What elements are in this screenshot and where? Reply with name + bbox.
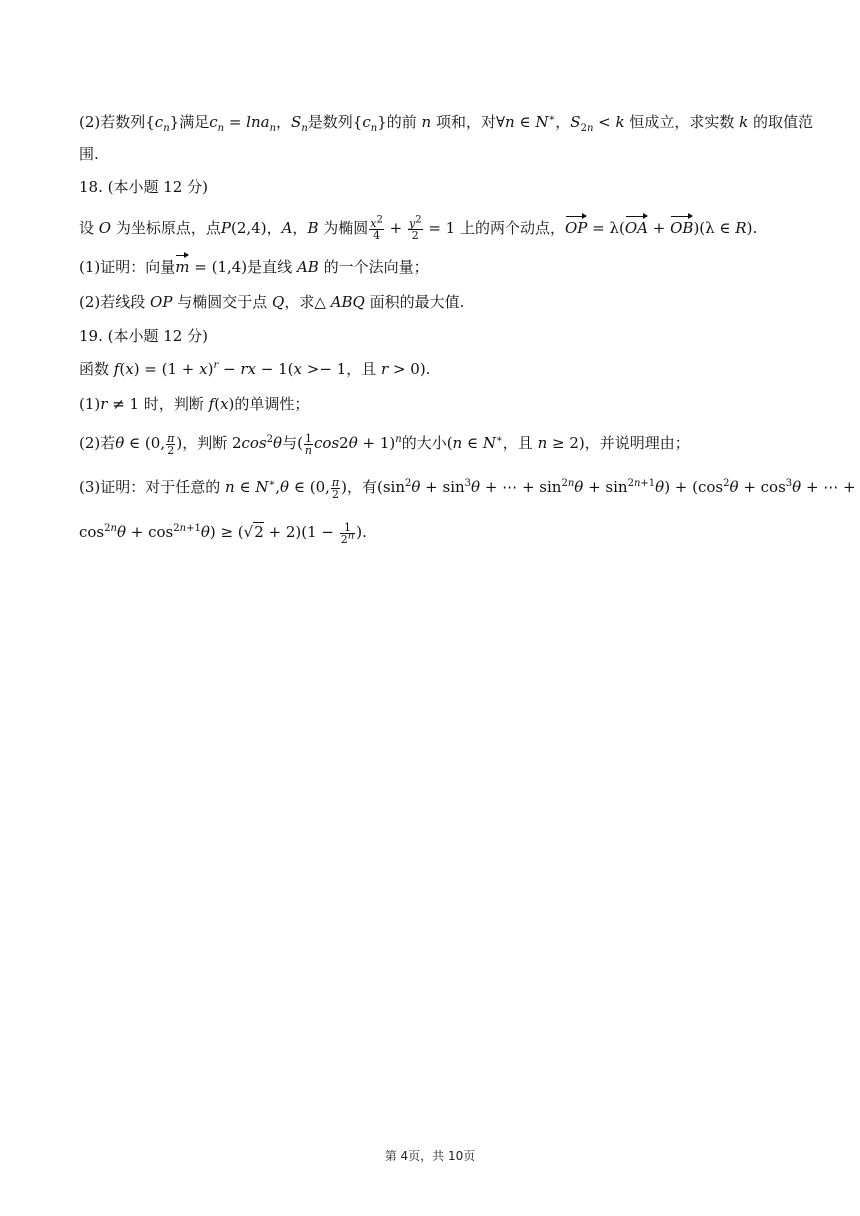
text: ). <box>419 360 431 378</box>
problem17-part2-line1: (2)若数列$\{c_n\}$满足$c_n = \ln a_n$，$S_n$是数列$\{c_n\}$的前 n 项和，对∀n ∈ N∗，$S_{2n} < k$ 恒成立，求实数 k 的取值范 <box>79 113 814 134</box>
text: (2)若 <box>79 434 116 452</box>
text: 面积的最大值. <box>369 293 465 311</box>
problem17-part2-line2: 围. <box>79 145 99 163</box>
fraction: $\frac{\pi}{2}$ <box>331 475 340 501</box>
text: ，求△ <box>284 293 326 311</box>
fraction: $\frac{y^2}{2}$ <box>408 213 422 242</box>
text: 的取值范 <box>753 113 814 131</box>
problem18-part2: (2)若线段 OP 与椭圆交于点 Q，求△ ABQ 面积的最大值. <box>79 293 465 311</box>
text: 上的两个动点， <box>459 219 565 237</box>
text: (1) <box>79 395 101 413</box>
text: 项和，对∀ <box>435 113 506 131</box>
text: (1)证明：向量 <box>79 258 176 276</box>
problem19-stem: 函数 $f(x) = (1 + x)^r$ − rx − 1(x >− 1，且 r > 0). <box>79 360 431 378</box>
problem18-part1: (1)证明：向量m = (1,4)是直线 AB 的一个法向量； <box>79 258 429 276</box>
problem19-part3-line1: (3)证明：对于任意的 n ∈ N∗,θ ∈ (0, $\frac{\pi}{2}$ )，有($\sin^2\theta + \sin^3\theta$ + ⋯ + $\sin^{2n}\theta + \sin^{2n+1}\theta) + (\cos^2\theta + \cos^3\theta$ + ⋯ + <box>79 475 856 501</box>
fraction: $\frac{1}{n}$ <box>304 431 313 457</box>
text: }满足 <box>169 113 210 131</box>
text: 的一个法向量； <box>323 258 429 276</box>
text: ，且 <box>346 360 377 378</box>
text: (2)若线段 <box>79 293 146 311</box>
text: 为椭圆 <box>323 219 369 237</box>
problem19-part2: (2)若θ ∈ (0, $\frac{\pi}{2}$ )，判断 $2\cos^2\theta$与( $\frac{1}{n}$ cos2θ + 1)$^n$的大小(n ∈ N∗，且 n ≥ 2)，并说明理由； <box>79 431 690 457</box>
fraction: $\frac{1}{2^n}$ <box>340 520 355 546</box>
fraction: $\frac{\pi}{2}$ <box>167 431 175 457</box>
text: ，有( <box>346 478 383 496</box>
text: (3)证明：对于任意的 <box>79 478 221 496</box>
text: 恒成立，求实数 <box>629 113 735 131</box>
text: 与椭圆交于点 <box>177 293 268 311</box>
text: ， <box>266 219 282 237</box>
text: ， <box>276 113 292 131</box>
problem18-header: 18. (本小题 12 分) <box>79 178 208 196</box>
text: ， <box>292 219 308 237</box>
problem19-header: 19. (本小题 12 分) <box>79 327 208 345</box>
text: 是直线 <box>247 258 293 276</box>
text: }的前 <box>377 113 417 131</box>
text: ，且 <box>502 434 533 452</box>
vector-ob: OB <box>670 219 694 237</box>
text: (2)若数列{ <box>79 113 155 131</box>
fraction: $\frac{x^2}{4}$ <box>370 213 383 242</box>
text: 设 <box>79 219 95 237</box>
text: 的大小( <box>401 434 453 452</box>
vector-oa: OA <box>624 219 648 237</box>
text: 时，判断 <box>143 395 204 413</box>
text: 函数 <box>79 360 110 378</box>
text: 是数列{ <box>307 113 363 131</box>
vector-m: m <box>175 258 190 276</box>
problem18-stem: 设 O 为坐标原点，点P(2,4)，A，B 为椭圆 $\frac{x^2}{4}$ + $\frac{y^2}{2}$ = 1 上的两个动点，OP = λ(OA + OB)(λ ∈ R). <box>79 213 758 242</box>
text: 与( <box>282 434 303 452</box>
problem19-part1: (1)r ≠ 1 时，判断 f(x)的单调性； <box>79 395 310 413</box>
text: 的单调性； <box>234 395 310 413</box>
page-footer: 第 4页，共 10页 <box>384 1149 476 1163</box>
text: ，判断 <box>182 434 228 452</box>
text: 为坐标原点，点 <box>115 219 221 237</box>
problem19-part3-line2: $\cos^{2n}\theta + \cos^{2n+1}\theta) \ge (√2 + 2)(1$ − $\frac{1}{2^n}$ ). <box>79 520 367 546</box>
text: ， <box>555 113 571 131</box>
vector-op: OP <box>565 219 588 237</box>
text: )，并说明理由； <box>578 434 690 452</box>
